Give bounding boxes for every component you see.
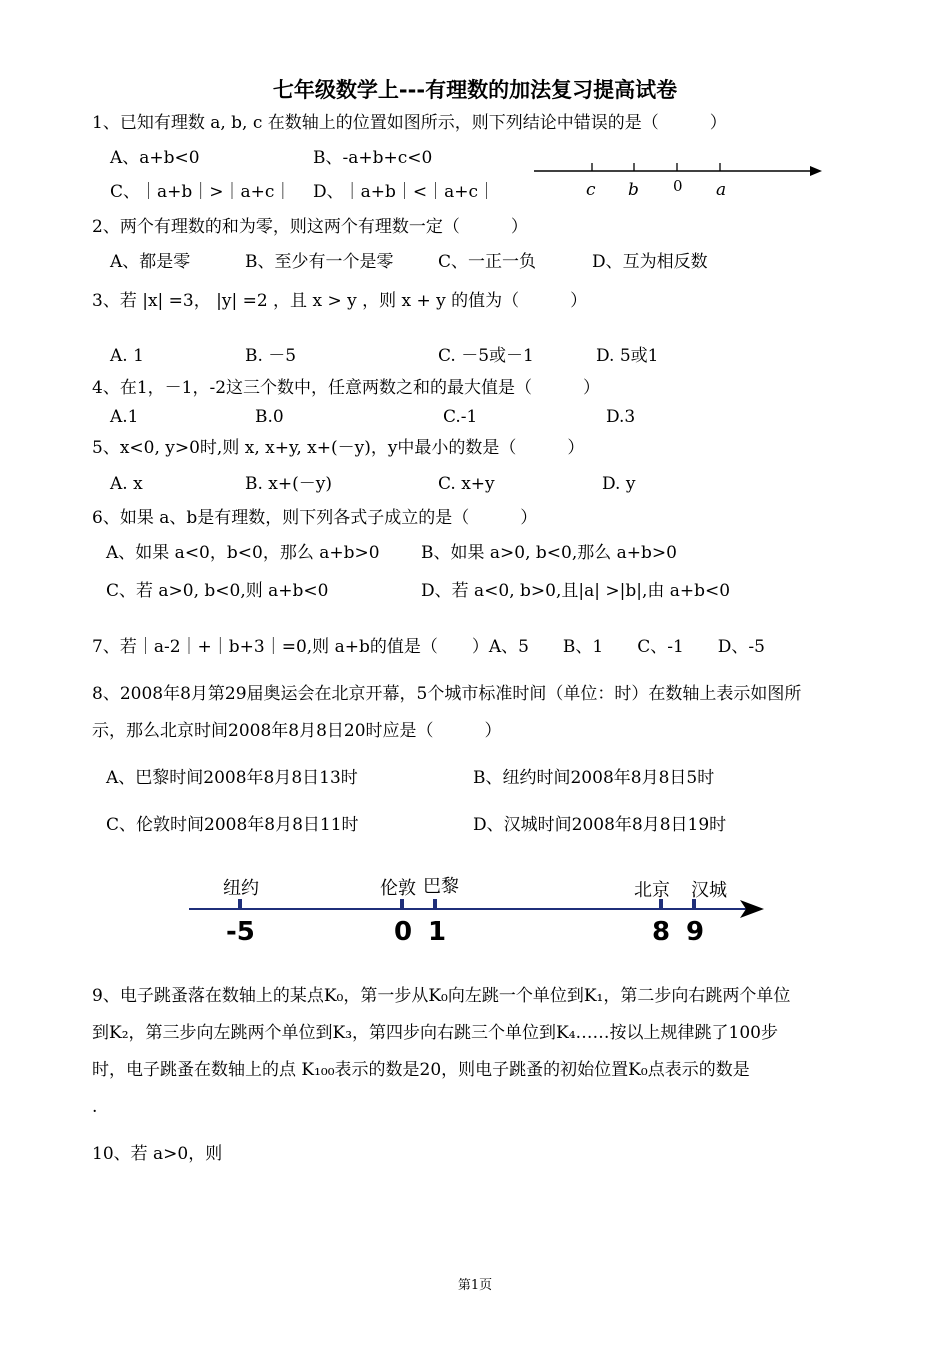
q2-option-c: C、一正一负 [438, 252, 537, 272]
q8-number-line [189, 899, 764, 918]
q1-stem: 1、已知有理数 a, b, c 在数轴上的位置如图所示，则下列结论中错误的是（ ） [92, 113, 727, 133]
city-label-seoul: 汉城 [691, 880, 727, 901]
q5-option-b: B. x+(－y) [245, 474, 333, 494]
q1-option-b: B、-a+b+c<0 [313, 148, 433, 168]
q3-option-d: D. 5或1 [596, 346, 659, 366]
q9-line4: . [92, 1097, 98, 1117]
q5-option-d: D. y [602, 474, 636, 494]
city-label-paris: 巴黎 [423, 876, 459, 897]
q9-line2: 到K₂，第三步向左跳两个单位到K₃，第四步向右跳三个单位到K₄……按以上规律跳了100步 [92, 1023, 778, 1043]
city-label-beijing: 北京 [634, 880, 670, 901]
page-number: 第1页 [457, 1278, 493, 1293]
q2-option-d: D、互为相反数 [592, 252, 708, 272]
q8-option-c: C、伦敦时间2008年8月8日11时 [106, 815, 359, 835]
q6-option-d: D、若 a<0, b>0,且|a| >|b|,由 a+b<0 [421, 581, 731, 601]
q1-number-line [534, 163, 822, 176]
q4-option-d: D.3 [606, 407, 636, 427]
q8-option-b: B、纽约时间2008年8月8日5时 [473, 768, 715, 788]
q3-option-a: A. 1 [110, 346, 144, 366]
city-label-london: 伦敦 [380, 878, 416, 899]
q6-option-b: B、如果 a>0, b<0,那么 a+b>0 [421, 543, 677, 563]
axis-value-0: 0 [394, 917, 413, 947]
axis-value-9: 9 [686, 917, 705, 947]
q2-option-b: B、至少有一个是零 [245, 252, 394, 272]
q8-option-a: A、巴黎时间2008年8月8日13时 [106, 768, 358, 788]
q3-option-c: C. －5或－1 [438, 346, 534, 366]
q2-stem: 2、两个有理数的和为零，则这两个有理数一定（ ） [92, 217, 528, 237]
q4-stem: 4、在1，－1，-2这三个数中，任意两数之和的最大值是（ ） [92, 378, 601, 398]
q1-option-c: C、｜a+b｜>｜a+c｜ [110, 182, 292, 202]
axis-value-8: 8 [652, 917, 671, 947]
page-title: 七年级数学上---有理数的加法复习提高试卷 [272, 78, 678, 102]
q5-option-a: A. x [110, 474, 143, 494]
q4-option-a: A.1 [110, 407, 139, 427]
q2-option-a: A、都是零 [110, 252, 191, 272]
q7-stem: 7、若｜a-2｜+｜b+3｜=0,则 a+b的值是（ ）A、5 B、1 C、-1 D、-5 [92, 637, 765, 657]
q4-option-b: B.0 [255, 407, 284, 427]
q8-stem-line1: 8、2008年8月第29届奥运会在北京开幕，5个城市标准时间（单位：时）在数轴上表示如图所 [92, 684, 802, 704]
q5-stem: 5、x<0, y>0时,则 x, x+y, x+(－y)，y中最小的数是（ ） [92, 438, 585, 458]
q6-stem: 6、如果 a、b是有理数，则下列各式子成立的是（ ） [92, 508, 538, 528]
q1-option-d: D、｜a+b｜<｜a+c｜ [313, 182, 496, 202]
q6-option-a: A、如果 a<0，b<0，那么 a+b>0 [106, 543, 380, 563]
q9-line1: 9、电子跳蚤落在数轴上的某点K₀，第一步从K₀向左跳一个单位到K₁，第二步向右跳两个单位 [92, 986, 791, 1006]
q5-option-c: C. x+y [438, 474, 495, 494]
q8-stem-line2: 示，那么北京时间2008年8月8日20时应是（ ） [92, 721, 502, 741]
q1-axis-label-c: c [586, 180, 596, 200]
q9-line3: 时，电子跳蚤在数轴上的点 K₁₀₀表示的数是20，则电子跳蚤的初始位置K₀点表示的数是 [92, 1060, 750, 1080]
q3-option-b: B. －5 [245, 346, 297, 366]
q6-option-c: C、若 a>0, b<0,则 a+b<0 [106, 581, 329, 601]
q1-axis-label-a: a [716, 180, 727, 200]
q1-axis-label-b: b [628, 180, 639, 200]
axis-value-minus5: -5 [226, 917, 255, 947]
city-label-newyork: 纽约 [223, 878, 259, 899]
q8-option-d: D、汉城时间2008年8月8日19时 [473, 815, 727, 835]
q1-option-a: A、a+b<0 [110, 148, 200, 168]
q3-stem: 3、若 |x| =3， |y| =2 ，且 x > y ，则 x + y 的值为（ ） [92, 291, 588, 311]
q10-stem: 10、若 a>0，则 [92, 1144, 223, 1164]
q1-axis-label-zero: 0 [673, 177, 683, 195]
q4-option-c: C.-1 [443, 407, 478, 427]
axis-value-1: 1 [428, 917, 447, 947]
